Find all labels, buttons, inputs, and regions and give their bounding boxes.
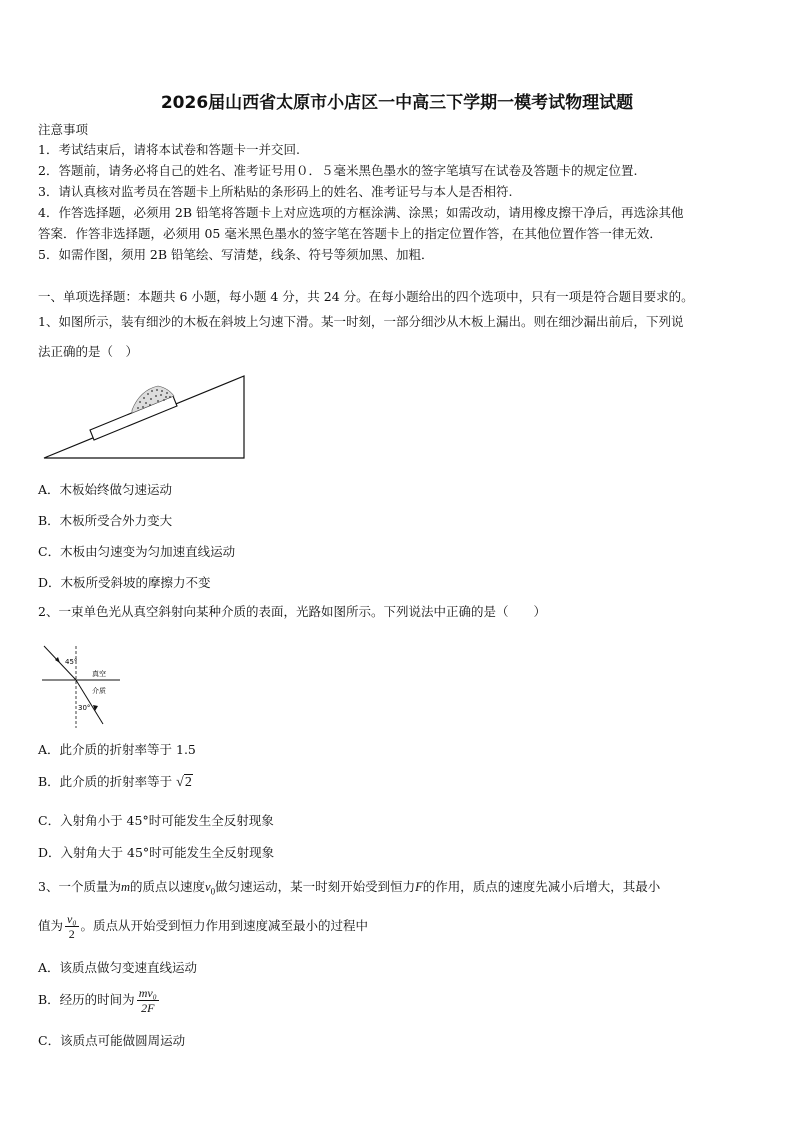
q3-text-2: 的质点以速度 (130, 879, 206, 894)
q2-option-a: A．此介质的折射率等于 1.5 (38, 742, 196, 757)
q3-text-3: 做匀速运动，某一时刻开始受到恒力 (215, 879, 416, 894)
q3-force-symbol: F (415, 880, 423, 894)
vacuum-label: 真空 (92, 670, 106, 678)
q2-option-b (38, 772, 193, 791)
q3-velocity-symbol: v (205, 880, 211, 894)
sqrt-expression: √2 (176, 775, 192, 790)
q2-option-b-text: B．此介质的折射率等于 (38, 774, 173, 789)
medium-label: 介质 (92, 687, 106, 695)
notice-item-3: 3．请认真核对监考员在答题卡上所粘贴的条形码上的姓名、准考证号与本人是否相符. (38, 184, 513, 199)
q3-text-1: 3、一个质量为 (38, 879, 121, 894)
section-heading: 一、单项选择题：本题共 6 小题，每小题 4 分，共 24 分。在每小题给出的四个选项中，只有一项是符合题目要求的。 (38, 289, 694, 304)
angle-incidence-label: 45° (65, 658, 78, 666)
q2-option-d: D．入射角大于 45°时可能发生全反射现象 (38, 845, 275, 860)
q3-option-b-den: 2F (141, 1001, 155, 1015)
notice-item-4-cont: 答案．作答非选择题，必须用 05 毫米黑色墨水的签字笔在答题卡上的指定位置作答，在其他位置作答一律无效． (38, 226, 662, 241)
q3-option-b-fraction (137, 986, 159, 1015)
q3-option-c: C．该质点可能做圆周运动 (38, 1033, 186, 1048)
q3-stem-cont (38, 912, 368, 941)
q3-option-a: A．该质点做匀变速直线运动 (38, 960, 198, 975)
q3-option-b-text: B．经历的时间为 (38, 992, 135, 1007)
notice-item-4: 4．作答选择题，必须用 2B 铅笔将答题卡上对应选项的方框涂满、涂黑；如需改动，请用橡皮擦干净后，再选涂其他 (38, 205, 684, 220)
q1-option-b: B．木板所受合外力变大 (38, 513, 173, 528)
notice-item-5: 5．如需作图，须用 2B 铅笔绘、写清楚，线条、符号等须加黑、加粗． (38, 247, 434, 262)
notice-heading: 注意事项 (38, 122, 89, 137)
sqrt-radicand: 2 (184, 775, 192, 790)
notice-item-2: 2．答题前，请务必将自己的姓名、准考证号用０．５毫米黑色墨水的签字笔填写在试卷及答题卡的规定位置. (38, 163, 638, 178)
refraction-figure (38, 640, 128, 732)
page-title: 2026届山西省太原市小店区一中高三下学期一模考试物理试题 (160, 93, 634, 113)
q3-text-4: 的作用，质点的速度先减小后增大，其最小 (422, 879, 661, 894)
q3-text-5: 值为 (38, 918, 64, 933)
q2-option-c: C．入射角小于 45°时可能发生全反射现象 (38, 813, 274, 828)
q1-stem-cont: 法正确的是（ ） (38, 344, 139, 359)
q1-option-a: A．木板始终做匀速运动 (38, 482, 173, 497)
q3-fraction-num: v₀ (67, 912, 77, 926)
q1-option-d: D．木板所受斜坡的摩擦力不变 (38, 575, 211, 590)
wooden-board (90, 396, 177, 440)
q3-velocity-subscript: 0 (210, 886, 216, 897)
q1-stem: 1、如图所示，装有细沙的木板在斜坡上匀速下滑。某一时刻，一部分细沙从木板上漏出。则在细沙漏出前后，下列说 (38, 314, 684, 329)
angle-refraction-label: 30° (78, 704, 91, 712)
q3-fraction (65, 912, 79, 941)
q3-fraction-den: 2 (68, 927, 75, 941)
q3-text-6: 。质点从开始受到恒力作用到速度减至最小的过程中 (80, 918, 369, 933)
notice-item-1: 1．考试结束后，请将本试卷和答题卡一并交回. (38, 142, 300, 157)
q3-mass-symbol: m (120, 880, 130, 894)
incline-figure (40, 372, 250, 464)
q3-option-b (38, 986, 161, 1015)
q1-option-c: C．木板由匀速变为匀加速直线运动 (38, 544, 236, 559)
q2-stem: 2、一束单色光从真空斜射向某种介质的表面，光路如图所示。下列说法中正确的是（ ） (38, 604, 546, 619)
q3-stem (38, 879, 660, 900)
q3-option-b-num: mv₀ (138, 986, 157, 1000)
